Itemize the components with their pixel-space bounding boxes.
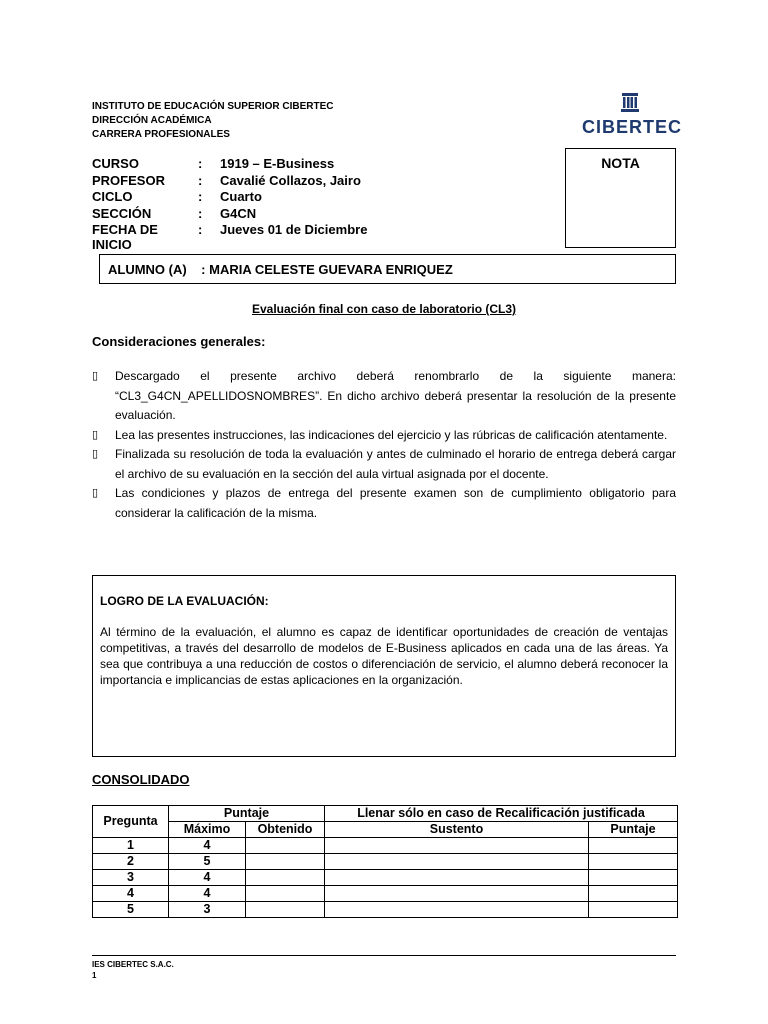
- info-label: SECCIÓN: [92, 205, 152, 221]
- cell-pregunta: 3: [93, 870, 169, 886]
- cell-sustento[interactable]: [325, 902, 589, 918]
- bullet-icon: ▯: [92, 448, 99, 460]
- page-footer: [92, 959, 174, 981]
- info-value: Cavalié Collazos, Jairo: [220, 172, 361, 188]
- institution-line: CARRERA PROFESIONALES: [92, 129, 230, 140]
- evaluation-title: Evaluación final con caso de laboratorio (CL3): [251, 302, 517, 316]
- cell-obtenido[interactable]: [246, 902, 325, 918]
- cell-sustento[interactable]: [325, 870, 589, 886]
- cell-obtenido[interactable]: [246, 838, 325, 854]
- header-sustento: Sustento: [325, 822, 589, 838]
- info-row: CICLO : Cuarto: [92, 189, 262, 204]
- cibertec-logo: [582, 92, 683, 138]
- bullet-icon: ▯: [92, 370, 99, 382]
- considerations-heading: Consideraciones generales:: [92, 334, 266, 349]
- header-puntaje-recal: Puntaje: [589, 822, 678, 838]
- page-number: 1: [92, 971, 97, 980]
- bullet-icon: ▯: [92, 487, 99, 499]
- nota-box: [565, 148, 676, 248]
- nota-label: NOTA: [601, 155, 640, 171]
- table-row: [93, 902, 678, 918]
- cell-sustento[interactable]: [325, 838, 589, 854]
- info-label: CURSO: [92, 156, 139, 171]
- list-item-text: Lea las presentes instrucciones, las indicaciones del ejercicio y las rúbricas de calificación atentamente.: [115, 427, 668, 442]
- cell-puntaje[interactable]: [589, 838, 678, 854]
- footer-divider: [92, 955, 676, 956]
- cell-pregunta: 4: [93, 886, 169, 902]
- table-subheader-row: [93, 822, 678, 838]
- cell-sustento[interactable]: [325, 854, 589, 870]
- footer-company: IES CIBERTEC S.A.C.: [92, 960, 174, 969]
- header-obtenido: Obtenido: [246, 822, 325, 838]
- logo-text: CIBERTEC: [582, 117, 683, 137]
- cell-puntaje[interactable]: [589, 870, 678, 886]
- table-row: [93, 838, 678, 854]
- student-box: [99, 254, 676, 284]
- crest-icon: [619, 92, 641, 114]
- student-name: : MARIA CELESTE GUEVARA ENRIQUEZ: [201, 262, 453, 277]
- table-row: [93, 854, 678, 870]
- header-maximo: Máximo: [169, 822, 246, 838]
- info-value: Cuarto: [220, 189, 262, 204]
- cell-puntaje[interactable]: [589, 854, 678, 870]
- info-row: SECCIÓN : G4CN: [92, 205, 257, 221]
- cell-puntaje[interactable]: [589, 902, 678, 918]
- info-row: CURSO : 1919 – E-Business: [92, 156, 335, 171]
- cell-maximo: 3: [169, 902, 246, 918]
- bullet-icon: ▯: [92, 428, 99, 441]
- info-value: Jueves 01 de Diciembre: [220, 222, 368, 237]
- list-item-text: Finalizada su resolución de toda la evaluación y antes de culminado el horario de entrega deberá cargar el archivo de su evaluación en la sección del aula virtual asignada por el docente.: [115, 447, 676, 481]
- list-item: [92, 367, 676, 426]
- table-header-row: [93, 806, 678, 822]
- info-value: 1919 – E-Business: [220, 156, 335, 171]
- info-label: CICLO: [92, 189, 133, 204]
- institution-line: DIRECCIÓN ACADÉMICA: [92, 115, 212, 126]
- logro-heading: LOGRO DE LA EVALUACIÓN:: [100, 594, 269, 608]
- cell-maximo: 4: [169, 886, 246, 902]
- list-item-text: Descargado el presente archivo deberá renombrarlo de la siguiente manera: “CL3_G4CN_APELLIDOSNOMBRES”. En dicho archivo deberá presentar la resolución de la presente evaluación.: [115, 369, 676, 422]
- considerations-list: [92, 367, 676, 523]
- cell-pregunta: 5: [93, 902, 169, 918]
- cell-sustento[interactable]: [325, 886, 589, 902]
- info-value: G4CN: [220, 205, 257, 221]
- consolidado-heading: CONSOLIDADO: [92, 772, 190, 787]
- student-label: ALUMNO (A): [108, 262, 187, 277]
- table-row: [93, 870, 678, 886]
- cell-puntaje[interactable]: [589, 886, 678, 902]
- cell-maximo: 4: [169, 870, 246, 886]
- info-label: FECHA DE INICIO: [92, 222, 158, 252]
- list-item-text: Las condiciones y plazos de entrega del presente examen son de cumplimiento obligatorio para considerar la calificación de la misma.: [115, 486, 676, 520]
- cell-maximo: 4: [169, 838, 246, 854]
- info-label: PROFESOR: [92, 172, 165, 188]
- logro-box: [92, 575, 676, 757]
- cell-pregunta: 1: [93, 838, 169, 854]
- list-item: [92, 445, 676, 484]
- table-row: [93, 886, 678, 902]
- list-item: [92, 484, 676, 523]
- institution-line: INSTITUTO DE EDUCACIÓN SUPERIOR CIBERTEC: [92, 101, 334, 112]
- cell-obtenido[interactable]: [246, 886, 325, 902]
- cell-obtenido[interactable]: [246, 870, 325, 886]
- header-puntaje: Puntaje: [169, 806, 325, 822]
- list-item: [92, 426, 676, 446]
- header-pregunta: Pregunta: [93, 806, 169, 838]
- info-row: PROFESOR : Cavalié Collazos, Jairo: [92, 172, 361, 188]
- logro-text: Al término de la evaluación, el alumno es capaz de identificar oportunidades de creación de ventajas competitivas, a través del desarrollo de modelos de E-Business aplicados en cada una de las áreas. Ya sea que contribuya a una reducción de costos o diferenciación de servicio, el alumno deberá reconocer la importancia e implicancias de estas aplicaciones en la organización.: [100, 625, 668, 687]
- info-row: FECHA DE INICIO : Jueves 01 de Diciembre: [92, 222, 368, 252]
- cell-maximo: 5: [169, 854, 246, 870]
- consolidado-table: [92, 805, 678, 918]
- header-recalificacion: Llenar sólo en caso de Recalificación justificada: [325, 806, 678, 822]
- cell-obtenido[interactable]: [246, 854, 325, 870]
- institution-header: [92, 100, 334, 142]
- course-info: [92, 156, 368, 252]
- cell-pregunta: 2: [93, 854, 169, 870]
